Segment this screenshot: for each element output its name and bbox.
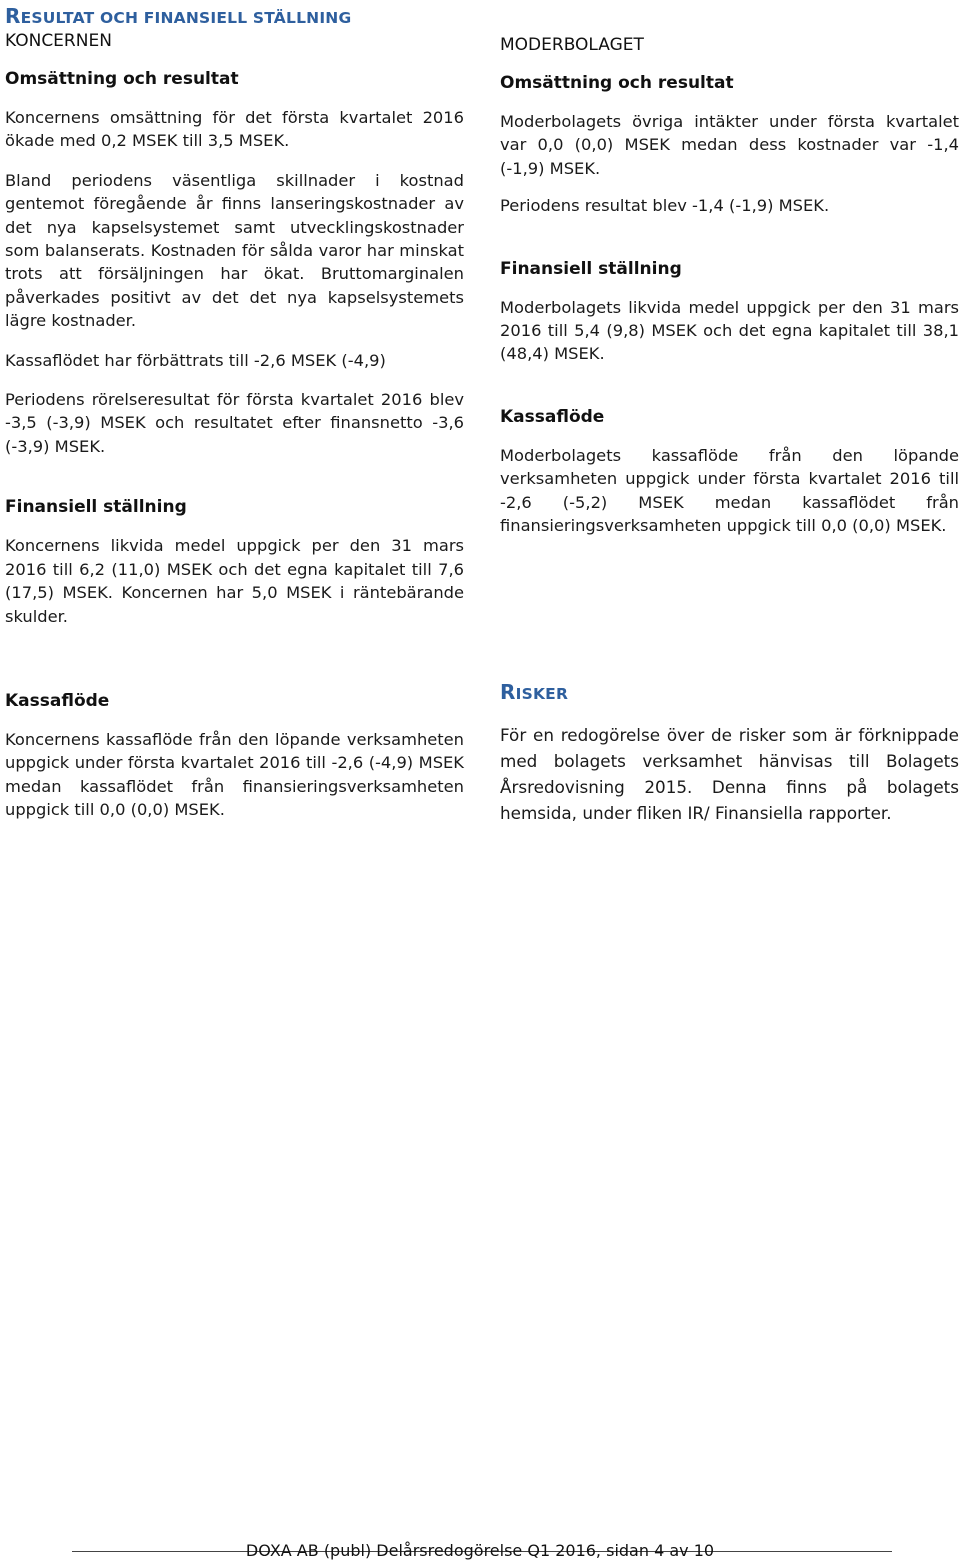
paragraph-parent-result: Periodens resultat blev -1,4 (-1,9) MSEK. <box>500 196 830 216</box>
heading-kassaflode-parent: Kassaflöde <box>500 406 605 427</box>
heading-finansiell-parent: Finansiell ställning <box>500 258 682 279</box>
risk-title-initial: R <box>500 680 516 704</box>
risk-title-rest: ISKER <box>515 685 569 703</box>
heading-omsattning-parent: Omsättning och resultat <box>500 73 734 93</box>
paragraph-costs: Bland periodens väsentliga skillnader i kostnad gentemot föregående år finns lanseringskostnader av det nya kapselsystemet samt utvecklingskostnader som balanserats. Kostnaden för sålda varor har minskat trots att försäljningen har ökat. Bruttomarginalen påverkades positivt av det det nya kapselsystemets lägre kostnader. <box>5 170 464 331</box>
heading-omsattning: Omsättning och resultat <box>5 69 239 89</box>
right-column <box>500 34 959 537</box>
paragraph-parent-income: Moderbolagets övriga intäkter under första kvartalet var 0,0 (0,0) MSEK medan dess kostnader var -1,4 (-1,9) MSEK. <box>500 112 959 178</box>
title-initial: R <box>5 4 21 28</box>
paragraph-financial-position: Koncernens likvida medel uppgick per den 31 mars 2016 till 6,2 (11,0) MSEK och det egna kapitalet till 7,6 (17,5) MSEK. Koncernen har 5,0 MSEK i räntebärande skulder. <box>5 536 464 626</box>
subtitle-koncernen: KONCERNEN <box>5 31 112 51</box>
paragraph-parent-financial: Moderbolagets likvida medel uppgick per den 31 mars 2016 till 5,4 (9,8) MSEK och det egna kapitalet till 38,1 (48,4) MSEK. <box>500 297 959 364</box>
page-footer: DOXA AB (publ) Delårsredogörelse Q1 2016, sidan 4 av 10 <box>245 1541 715 1560</box>
section-title-risker <box>500 680 959 706</box>
subtitle-moderbolaget: MODERBOLAGET <box>500 35 644 55</box>
title-rest: ESULTAT OCH FINANSIELL STÄLLNING <box>20 9 352 27</box>
paragraph-parent-cashflow: Moderbolagets kassaflöde från den löpande verksamheten uppgick under första kvartalet 2016 till -2,6 (-5,2) MSEK medan kassaflödet från finansieringsverksamheten uppgick till 0,0 (0,0) MSEK. <box>500 445 959 536</box>
paragraph-cashflow-summary: Kassaflödet har förbättrats till -2,6 MSEK (-4,9) <box>5 350 386 370</box>
left-column <box>5 4 464 628</box>
paragraph-risks: För en redogörelse över de risker som är förknippade med bolagets verksamhet hänvisas till Bolagets Årsredovisning 2015. Denna finns på bolagets hemsida, under fliken IR/ Finansiella rapporter. <box>500 725 959 823</box>
paragraph-cashflow: Koncernens kassaflöde från den löpande verksamheten uppgick under första kvartalet 2016 till -2,6 (-4,9) MSEK medan kassaflödet från finansieringsverksamheten uppgick till 0,0 (0,0) MSEK. <box>5 730 464 820</box>
heading-kassaflode: Kassaflöde <box>5 691 110 711</box>
paragraph-operating-result: Periodens rörelseresultat för första kvartalet 2016 blev -3,5 (-3,9) MSEK och resultatet efter finansnetto -3,6 (-3,9) MSEK. <box>5 390 464 456</box>
left-column-lower <box>5 690 464 822</box>
risk-section <box>500 680 959 826</box>
section-title-results <box>5 4 464 30</box>
paragraph-revenue: Koncernens omsättning för det första kvartalet 2016 ökade med 0,2 MSEK till 3,5 MSEK. <box>5 108 464 151</box>
heading-finansiell: Finansiell ställning <box>5 497 187 518</box>
